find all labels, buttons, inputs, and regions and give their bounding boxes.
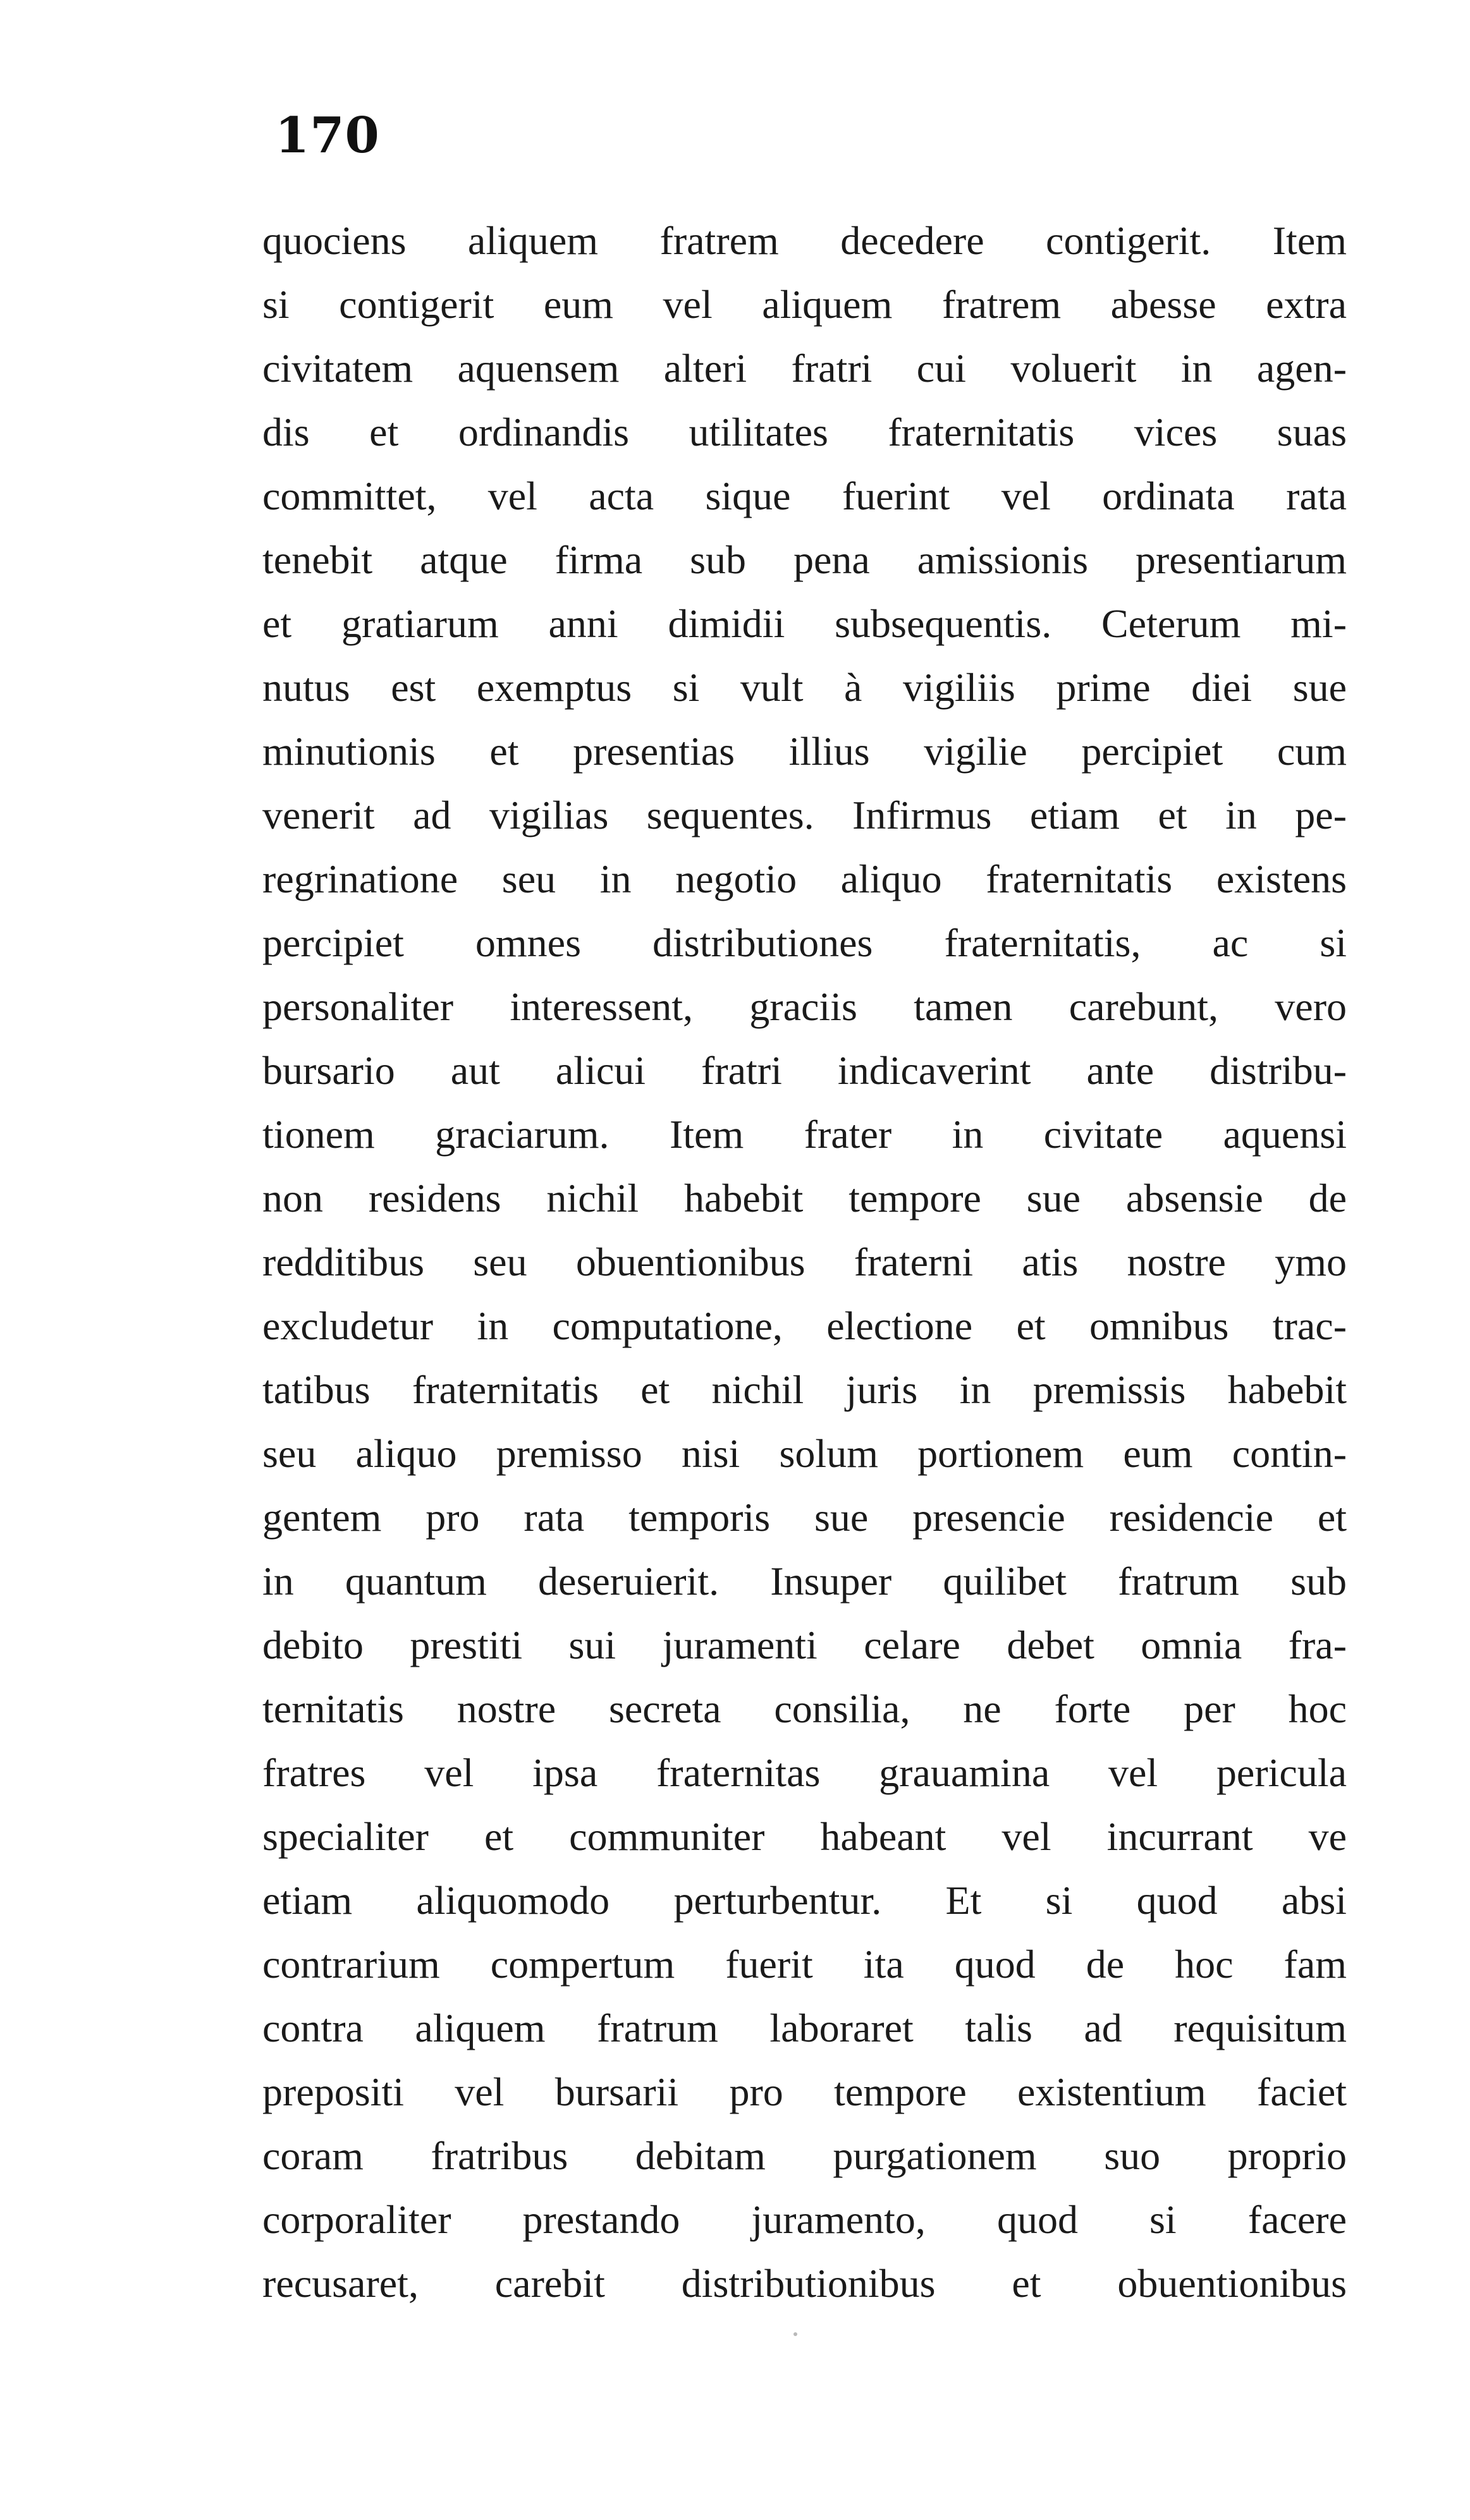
text-line: bursario aut alicui fratri indicaverint ante distribu- <box>262 1048 1347 1093</box>
body-text <box>262 209 1347 2315</box>
text-line: contrarium compertum fuerit ita quod de hoc fam <box>262 1942 1347 1987</box>
text-line: et gratiarum anni dimidii subsequentis. Ceterum mi- <box>262 601 1347 646</box>
text-line: tenebit atque firma sub pena amissionis presentiarum <box>262 537 1347 582</box>
text-line: tionem graciarum. Item frater in civitate aquensi <box>262 1112 1347 1157</box>
text-line: recusaret, carebit distributionibus et obuentionibus <box>262 2261 1347 2306</box>
text-line: excludetur in computatione, electione et omnibus trac- <box>262 1303 1347 1348</box>
text-line: ternitatis nostre secreta consilia, ne forte per hoc <box>262 1686 1347 1731</box>
text-line: committet, vel acta sique fuerint vel ordinata rata <box>262 473 1347 518</box>
text-line: personaliter interessent, graciis tamen carebunt, vero <box>262 984 1347 1029</box>
text-line: contra aliquem fratrum laboraret talis ad requisitum <box>262 2006 1347 2050</box>
text-line: civitatem aquensem alteri fratri cui voluerit in agen- <box>262 346 1347 391</box>
text-line: tatibus fraternitatis et nichil juris in premissis habebit <box>262 1367 1347 1412</box>
paper-speck <box>793 2332 797 2336</box>
text-line: specialiter et communiter habeant vel incurrant ve <box>262 1814 1347 1859</box>
text-line: si contigerit eum vel aliquem fratrem abesse extra <box>262 282 1347 327</box>
text-line: quociens aliquem fratrem decedere contigerit. Item <box>262 218 1347 263</box>
text-line: venerit ad vigilias sequentes. Infirmus etiam et in pe- <box>262 793 1347 837</box>
text-line: corporaliter prestando juramento, quod si facere <box>262 2197 1347 2242</box>
text-line: dis et ordinandis utilitates fraternitatis vices suas <box>262 410 1347 454</box>
text-line: redditibus seu obuentionibus fraterni atis nostre ymo <box>262 1239 1347 1284</box>
text-line: etiam aliquomodo perturbentur. Et si quod absi <box>262 1878 1347 1923</box>
text-line: percipiet omnes distributiones fraternitatis, ac si <box>262 920 1347 965</box>
text-line: coram fratribus debitam purgationem suo proprio <box>262 2133 1347 2178</box>
text-line: fratres vel ipsa fraternitas grauamina vel pericula <box>262 1750 1347 1795</box>
text-line: nutus est exemptus si vult à vigiliis prime diei sue <box>262 665 1347 710</box>
text-line: in quantum deseruierit. Insuper quilibet fratrum sub <box>262 1559 1347 1604</box>
text-line: non residens nichil habebit tempore sue absensie de <box>262 1176 1347 1220</box>
page-number: 170 <box>275 107 380 164</box>
text-line: seu aliquo premisso nisi solum portionem eum contin- <box>262 1431 1347 1476</box>
text-line: minutionis et presentias illius vigilie percipiet cum <box>262 729 1347 774</box>
text-line: regrinatione seu in negotio aliquo fraternitatis existens <box>262 856 1347 901</box>
text-line: debito prestiti sui juramenti celare debet omnia fra- <box>262 1622 1347 1667</box>
text-line: gentem pro rata temporis sue presencie residencie et <box>262 1495 1347 1540</box>
text-line: prepositi vel bursarii pro tempore existentium faciet <box>262 2069 1347 2114</box>
